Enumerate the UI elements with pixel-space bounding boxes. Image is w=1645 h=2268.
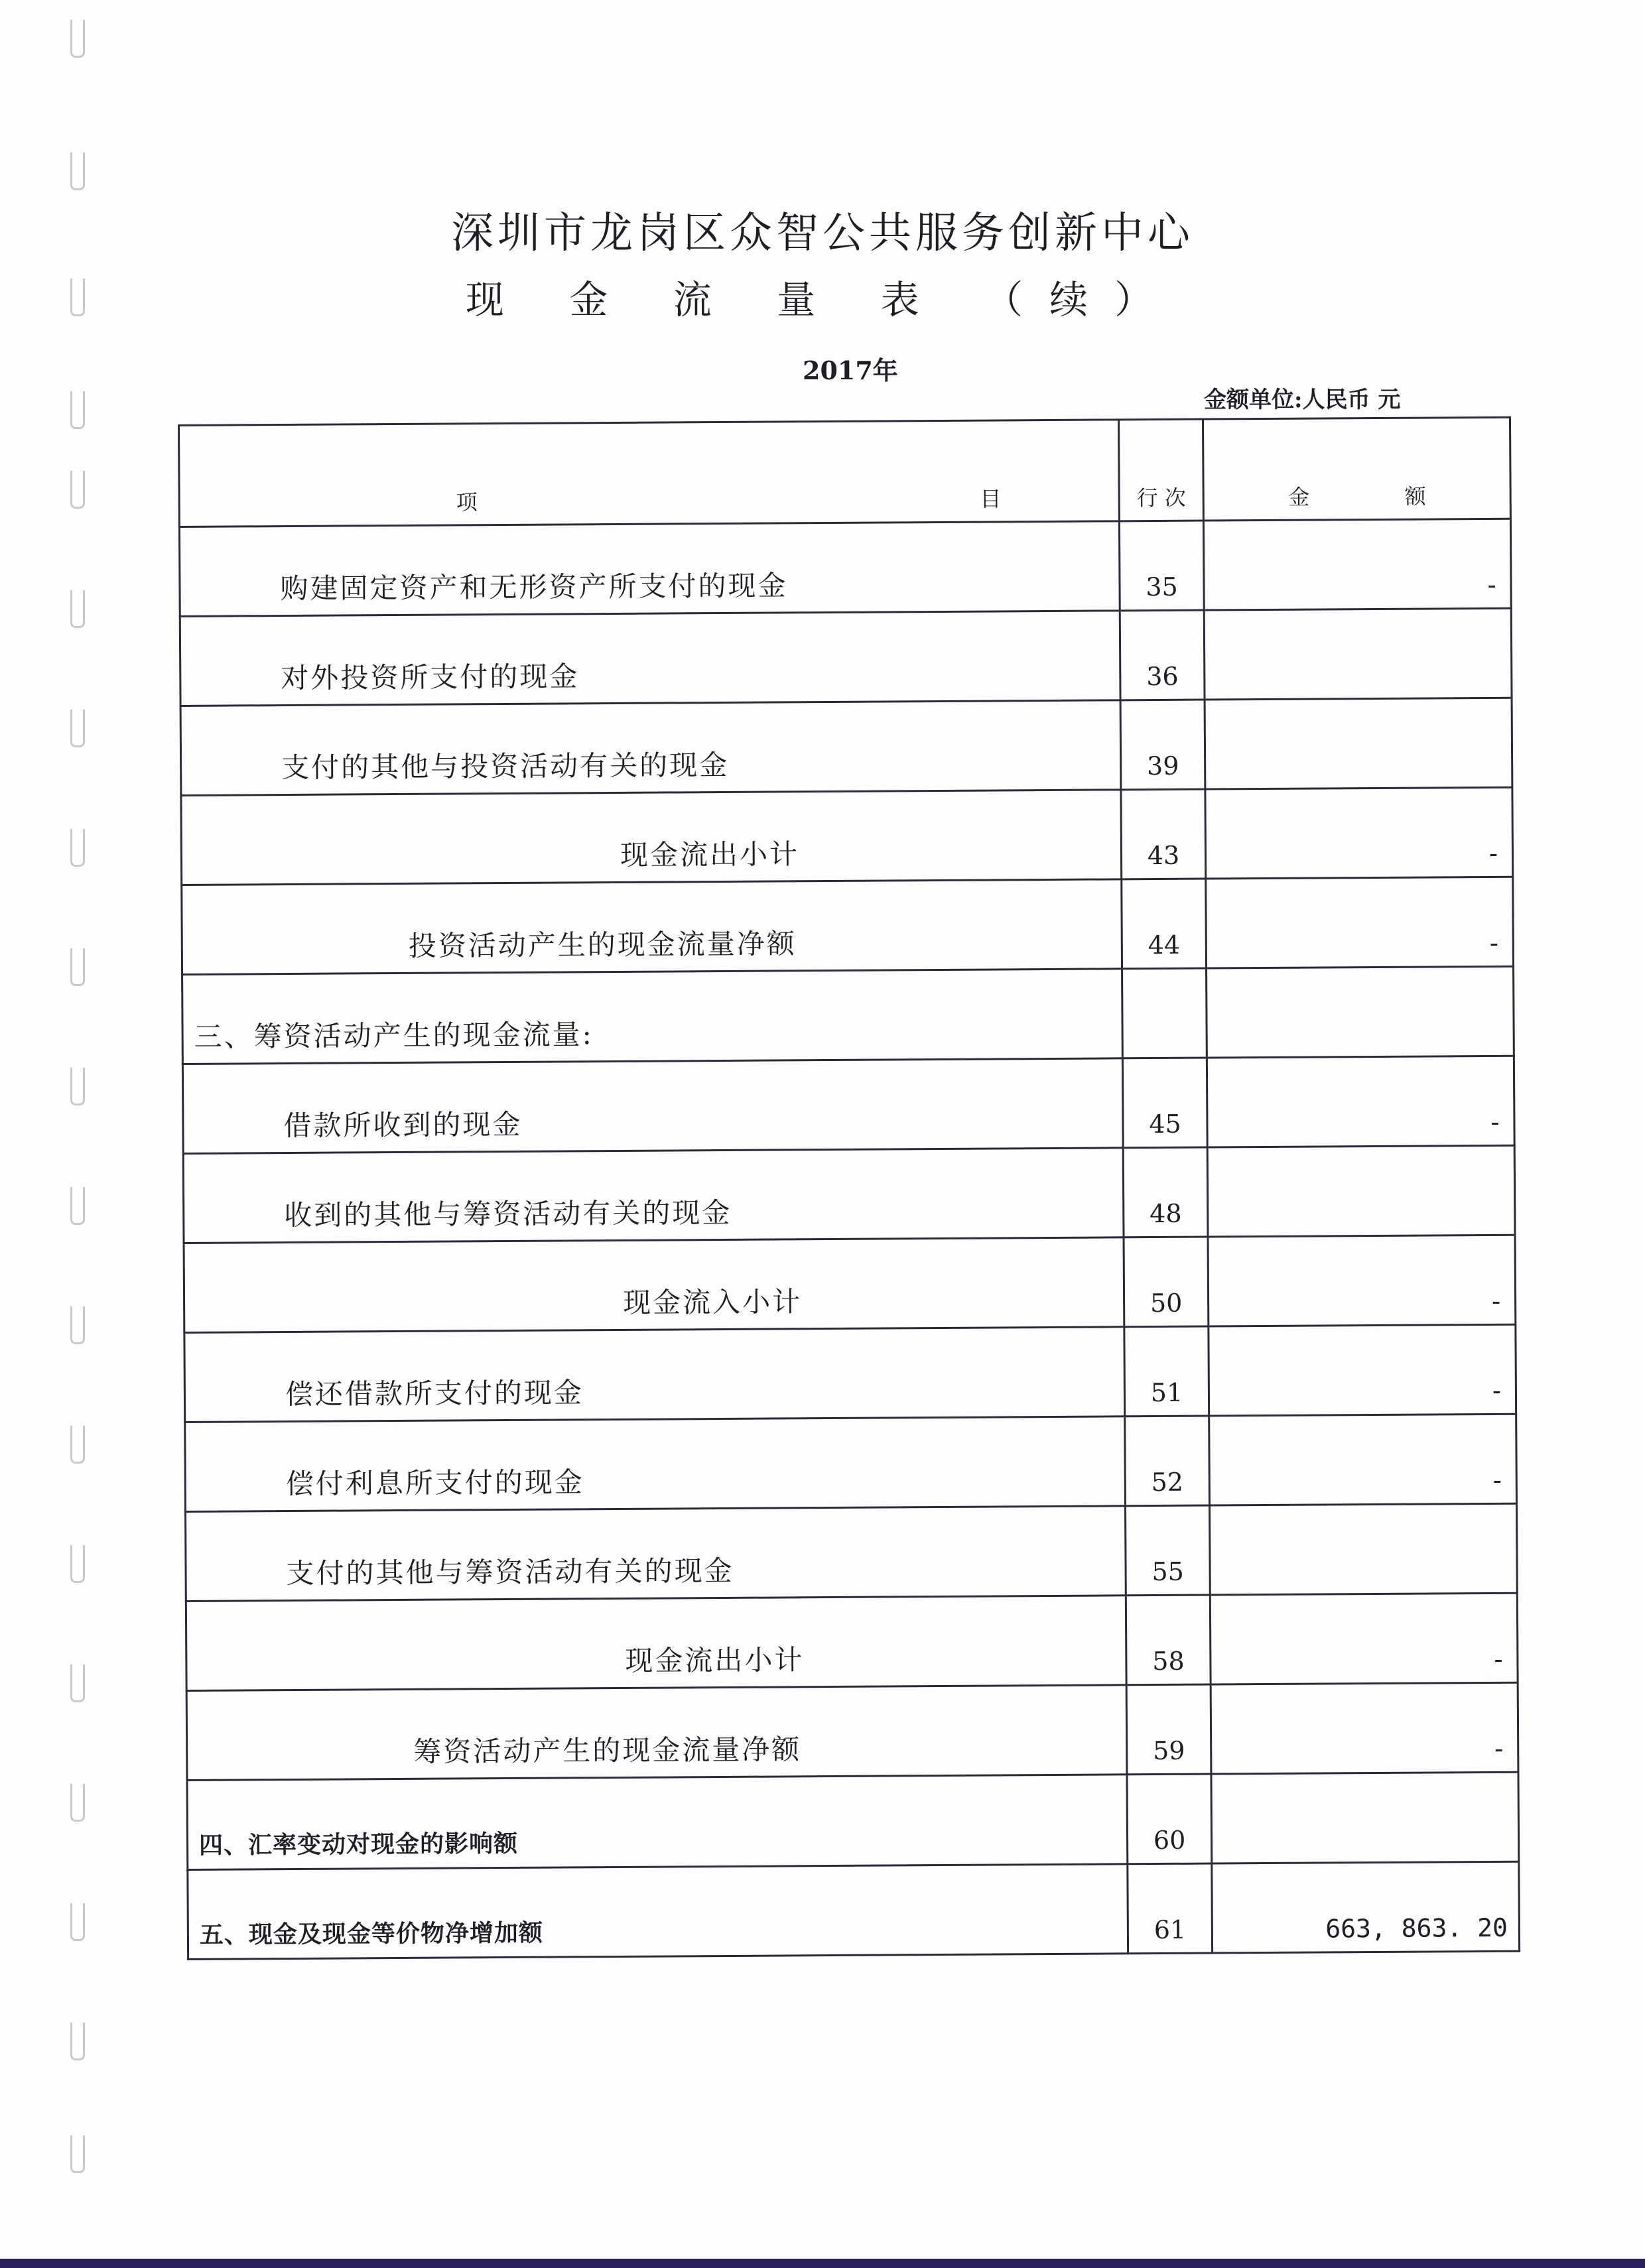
binding-hole: [70, 153, 85, 190]
binding-hole: [70, 20, 85, 58]
row-amount: [1211, 1772, 1518, 1863]
row-line-number: 44: [1121, 879, 1206, 969]
row-item-label: 偿付利息所支付的现金: [185, 1417, 1126, 1512]
row-amount: [1205, 698, 1512, 789]
row-amount: -: [1204, 519, 1511, 610]
binding-hole: [70, 1306, 85, 1344]
row-item-label: 支付的其他与投资活动有关的现金: [180, 700, 1121, 796]
cash-flow-table: [178, 416, 1520, 1960]
table-header-row: [179, 417, 1511, 527]
row-line-number: 60: [1127, 1774, 1212, 1864]
binding-hole: [70, 1068, 85, 1105]
row-line-number: 51: [1124, 1326, 1209, 1417]
row-line-number: 45: [1122, 1058, 1207, 1148]
binding-hole: [70, 829, 85, 867]
table-row: [182, 1056, 1514, 1153]
row-item-label: 现金流入小计: [184, 1237, 1124, 1333]
row-amount: [1205, 608, 1512, 700]
row-line-number: 39: [1120, 700, 1205, 790]
row-item-label: 偿还借款所支付的现金: [184, 1327, 1125, 1422]
row-line-number: 50: [1124, 1237, 1209, 1327]
binding-hole: [70, 1545, 85, 1583]
table-row: [179, 519, 1511, 616]
binding-hole: [70, 710, 85, 747]
row-amount: -: [1205, 787, 1512, 879]
binding-hole: [70, 948, 85, 986]
row-amount: -: [1207, 1056, 1514, 1147]
binding-hole: [70, 1187, 85, 1225]
row-amount: [1208, 1145, 1515, 1237]
binding-hole: [70, 1903, 85, 1941]
table-row: [180, 608, 1512, 706]
binding-hole: [70, 391, 85, 429]
currency-unit-label: 金额单位:人民币 元: [1204, 387, 1401, 413]
row-item-label: 购建固定资产和无形资产所支付的现金: [179, 521, 1120, 617]
row-item-label: 现金流出小计: [181, 790, 1122, 885]
table-row: [188, 1861, 1520, 1959]
row-item-label: 投资活动产生的现金流量净额: [182, 879, 1122, 975]
row-amount: [1207, 966, 1514, 1058]
row-item-label: 借款所收到的现金: [182, 1058, 1123, 1154]
header-item-left: 项: [456, 489, 478, 515]
table-row: [182, 966, 1514, 1064]
row-line-number: 59: [1126, 1684, 1211, 1775]
row-amount: -: [1208, 1235, 1515, 1326]
row-line-number: 43: [1121, 789, 1206, 879]
binding-hole: [70, 2135, 85, 2173]
binding-hole: [70, 2023, 85, 2060]
header-line-no: 行 次: [1118, 419, 1204, 521]
table-row: [185, 1414, 1517, 1511]
period-label: 2017年: [803, 355, 898, 385]
row-line-number: 36: [1120, 610, 1205, 700]
table-row: [184, 1324, 1516, 1422]
row-amount: -: [1209, 1414, 1516, 1505]
row-amount: [1210, 1503, 1517, 1595]
table-row: [186, 1682, 1518, 1780]
header-item: [179, 420, 1120, 527]
table-body: [179, 519, 1519, 1959]
table-row: [187, 1772, 1519, 1869]
row-item-label: 收到的其他与筹资活动有关的现金: [183, 1148, 1124, 1243]
row-item-label: 三、筹资活动产生的现金流量:: [182, 969, 1123, 1064]
row-item-label: 对外投资所支付的现金: [180, 611, 1120, 706]
row-item-label: 支付的其他与筹资活动有关的现金: [186, 1506, 1126, 1602]
table-row: [180, 698, 1512, 795]
binding-hole: [70, 1665, 85, 1702]
row-line-number: 58: [1126, 1595, 1211, 1685]
scan-edge-band: [0, 2259, 1645, 2268]
table-row: [184, 1235, 1516, 1332]
row-line-number: 61: [1128, 1863, 1213, 1954]
header-amount-right: 额: [1404, 483, 1426, 509]
row-line-number: 35: [1119, 521, 1204, 611]
binding-hole: [70, 1784, 85, 1822]
table-row: [186, 1593, 1518, 1690]
row-amount: -: [1206, 877, 1513, 968]
binding-hole: [70, 1426, 85, 1464]
binding-hole: [70, 590, 85, 628]
header-amount: [1203, 417, 1511, 521]
binding-holes: [64, 13, 90, 2255]
row-amount: -: [1209, 1324, 1516, 1416]
row-item-label: 现金流出小计: [186, 1596, 1126, 1691]
row-amount: 663, 863. 20: [1212, 1861, 1519, 1953]
row-item-label: 四、汇率变动对现金的影响额: [187, 1775, 1128, 1870]
binding-hole: [70, 471, 85, 509]
table-row: [182, 877, 1514, 974]
row-item-label: 筹资活动产生的现金流量净额: [186, 1685, 1127, 1781]
row-line-number: 55: [1125, 1505, 1210, 1596]
statement-title: 现 金 流 量 表 （续）: [465, 277, 1180, 322]
org-title: 深圳市龙岗区众智公共服务创新中心: [451, 209, 1194, 258]
table-row: [181, 787, 1513, 885]
row-line-number: 48: [1123, 1147, 1208, 1237]
row-line-number: 52: [1124, 1416, 1209, 1506]
header-amount-left: 金: [1288, 484, 1310, 510]
row-amount: -: [1211, 1682, 1518, 1774]
table-row: [186, 1503, 1518, 1601]
row-item-label: 五、现金及现金等价物净增加额: [188, 1864, 1128, 1960]
row-line-number: [1122, 968, 1207, 1058]
table-row: [183, 1145, 1515, 1243]
row-amount: -: [1211, 1593, 1518, 1684]
header-item-right: 目: [980, 486, 1002, 512]
